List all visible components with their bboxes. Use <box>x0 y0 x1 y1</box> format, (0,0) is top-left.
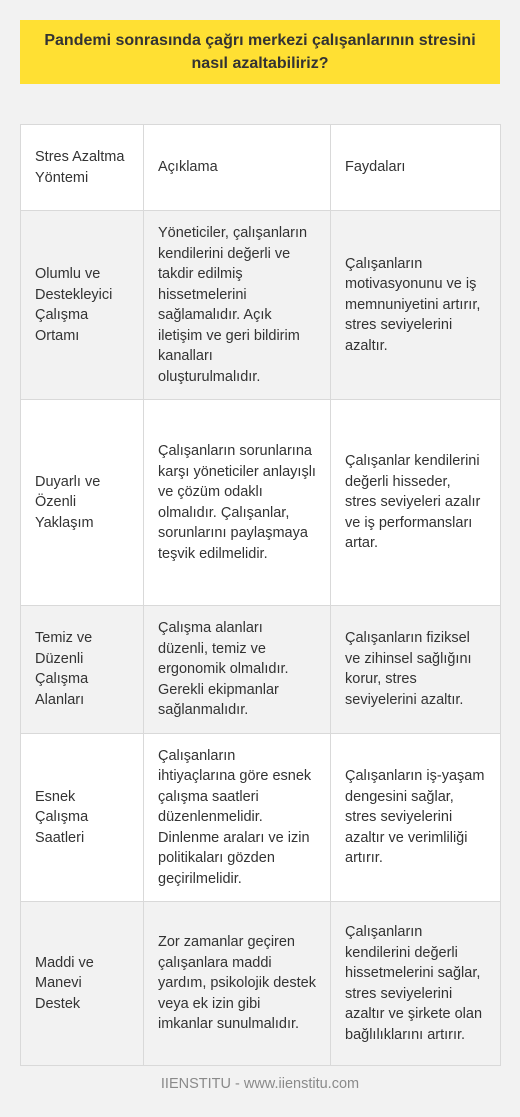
column-header-method: Stres Azaltma Yöntemi <box>21 125 144 211</box>
description-cell: Çalışma alanları düzenli, temiz ve ergonomik olmalıdır. Gerekli ekipmanlar sağlanmalıdır. <box>144 606 331 734</box>
description-cell: Yöneticiler, çalışanların kendilerini değerli ve takdir edilmiş hissetmelerini sağlamalıdır. Açık iletişim ve geri bildirim kanalları oluşturulmalıdır. <box>144 211 331 400</box>
page-title: Pandemi sonrasında çağrı merkezi çalışanlarının stresini nasıl azaltabiliriz? <box>44 32 476 72</box>
table-row <box>21 606 501 734</box>
benefits-cell: Çalışanların kendilerini değerli hissetmelerini sağlar, stres seviyelerini azaltır ve şirkete olan bağlılıklarını artırır. <box>331 902 501 1066</box>
method-cell: Maddi ve Manevi Destek <box>21 902 144 1066</box>
benefits-cell: Çalışanların fiziksel ve zihinsel sağlığını korur, stres seviyelerini azaltır. <box>331 606 501 734</box>
description-cell: Çalışanların sorunlarına karşı yöneticiler anlayışlı ve çözüm odaklı olmalıdır. Çalışanlar, sorunlarını paylaşmaya teşvik edilmelidir. <box>144 400 331 606</box>
method-cell: Esnek Çalışma Saatleri <box>21 733 144 902</box>
stress-table <box>20 124 501 1066</box>
column-header-description: Açıklama <box>144 125 331 211</box>
table-header-row <box>21 125 501 211</box>
description-cell: Zor zamanlar geçiren çalışanlara maddi yardım, psikolojik destek veya ek izin gibi imkanlar sunulmalıdır. <box>144 902 331 1066</box>
title-banner <box>20 20 500 84</box>
table-row <box>21 400 501 606</box>
method-cell: Temiz ve Düzenli Çalışma Alanları <box>21 606 144 734</box>
benefits-cell: Çalışanların iş-yaşam dengesini sağlar, stres seviyelerini azaltır ve verimliliği artırır. <box>331 733 501 902</box>
method-cell: Duyarlı ve Özenli Yaklaşım <box>21 400 144 606</box>
method-cell: Olumlu ve Destekleyici Çalışma Ortamı <box>21 211 144 400</box>
table-row <box>21 733 501 902</box>
benefits-cell: Çalışanlar kendilerini değerli hisseder, stres seviyeleri azalır ve iş performansları artar. <box>331 400 501 606</box>
footer-credit: IIENSTITU - www.iienstitu.com <box>160 1076 360 1092</box>
benefits-cell: Çalışanların motivasyonunu ve iş memnuniyetini artırır, stres seviyelerini azaltır. <box>331 211 501 400</box>
description-cell: Çalışanların ihtiyaçlarına göre esnek çalışma saatleri düzenlenmelidir. Dinlenme araları ve izin politikaları gözden geçirilmelidir. <box>144 733 331 902</box>
table-row <box>21 902 501 1066</box>
table-row <box>21 211 501 400</box>
column-header-benefits: Faydaları <box>331 125 501 211</box>
